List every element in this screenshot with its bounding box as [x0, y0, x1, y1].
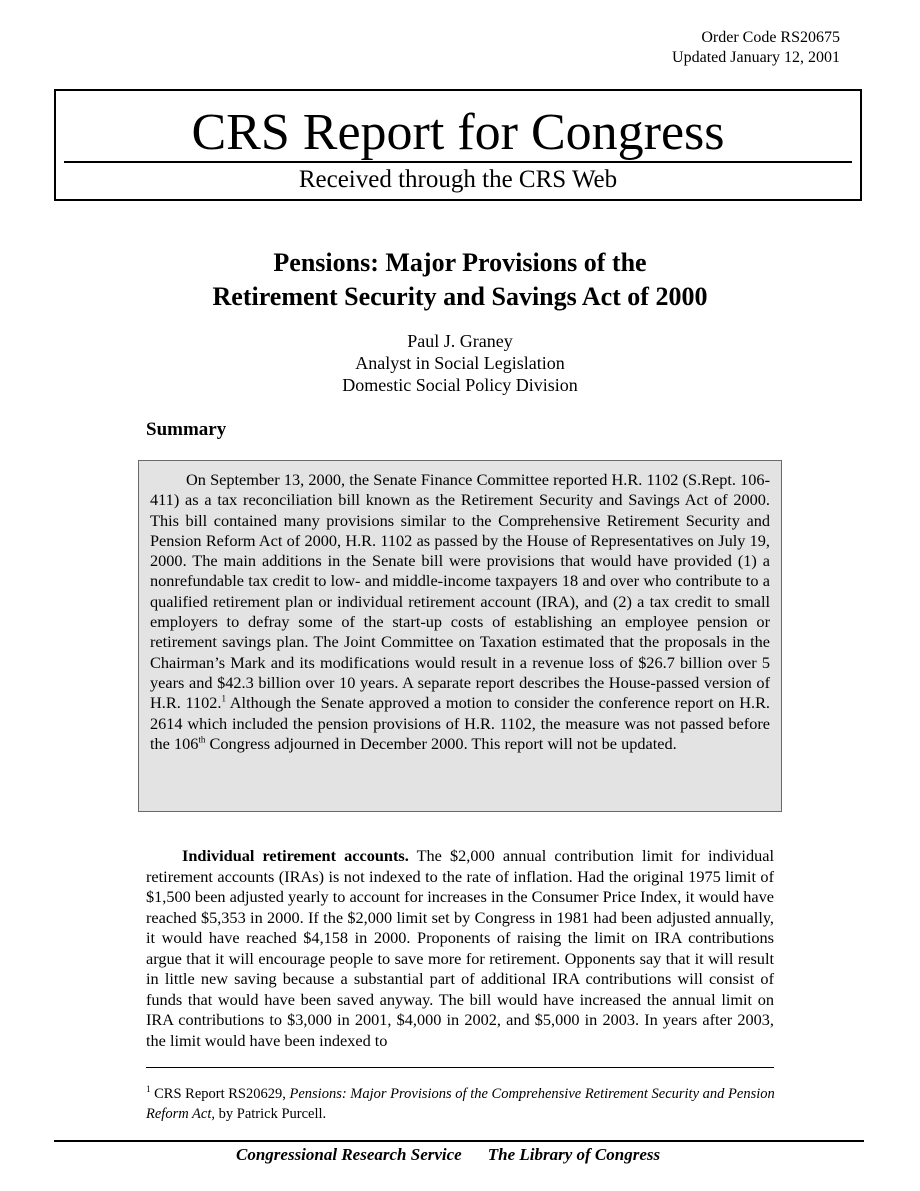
summary-text-part1: On September 13, 2000, the Senate Finance Committee reported H.R. 1102 (S.Rept. 106-411) as a tax reconciliation bill known as the Retirement Security and Savings Act of 2000. This bill contained many provisions similar to the Comprehensive Retirement Security and Pension Reform Act of 2000, H.R. 1102 as passed by the House of Representatives on July 19, 2000. The main additions in the Senate bill were provisions that would have provided (1) a nonrefundable tax credit to low- and middle-income taxpayers 18 and over who contribute to a qualified retirement plan or individual retirement account (IRA), and (2) a tax credit to small employers to defray some of the start-up costs of establishing an employee pension or retirement savings plan. The Joint Committee on Taxation estimated that the proposals in the Chairman’s Mark and its modifications would result in a revenue loss of $26.7 billion over 5 years and $42.3 billion over 10 years. A separate report describes the House-passed version of H.R. 1102. [150, 470, 770, 713]
summary-text-part2: Although the Senate approved a motion to consider the conference report on H.R. 2614 which included the pension provisions of H.R. 1102, the measure was not passed before the 106 [150, 693, 770, 753]
footnote-ref: 1 [221, 693, 226, 704]
banner-title: CRS Report for Congress [191, 104, 725, 161]
author-name: Paul J. Graney [407, 331, 513, 351]
updated-date: Updated January 12, 2001 [672, 49, 840, 66]
footer-left: Congressional Research Service [236, 1145, 462, 1164]
order-meta [672, 28, 840, 68]
body-paragraph [146, 846, 774, 1051]
report-banner [54, 89, 862, 201]
footnote-prefix: CRS Report RS20629, [150, 1086, 290, 1102]
footnote-divider [146, 1067, 774, 1068]
summary-heading: Summary [146, 419, 227, 440]
banner-subtitle: Received through the CRS Web [298, 166, 618, 193]
footnote-suffix: by Patrick Purcell. [215, 1106, 327, 1122]
summary-box [138, 460, 782, 812]
banner-divider [64, 161, 852, 163]
report-title-line2: Retirement Security and Savings Act of 2000 [212, 282, 708, 311]
summary-text [150, 470, 770, 754]
author-division: Domestic Social Policy Division [342, 375, 578, 395]
footnote [146, 1084, 776, 1124]
author-block [0, 330, 920, 396]
summary-text-part3: Congress adjourned in December 2000. This report will not be updated. [205, 733, 677, 753]
report-title-line1: Pensions: Major Provisions of the [273, 248, 647, 277]
author-title: Analyst in Social Legislation [355, 353, 565, 373]
report-title [0, 246, 920, 314]
page-footer [236, 1144, 660, 1166]
footer-divider [54, 1140, 864, 1142]
order-code: Order Code RS20675 [701, 29, 840, 46]
ordinal-suffix: th [198, 734, 206, 745]
footnote-title: Pensions: Major Provisions of the Comprehensive Retirement Security and Pension Reform Act, [146, 1086, 775, 1122]
footnote-number: 1 [146, 1084, 151, 1095]
section-lead: Individual retirement accounts. [182, 846, 409, 865]
footer-right: The Library of Congress [487, 1145, 661, 1164]
body-text: The $2,000 annual contribution limit for individual retirement accounts (IRAs) is not indexed to the rate of inflation. Had the original 1975 limit of $1,500 been adjusted yearly to account for increases in the Consumer Price Index, it would have reached $5,353 in 2000. If the $2,000 limit set by Congress in 1981 had been adjusted annually, it would have reached $4,158 in 2000. Proponents of raising the limit on IRA contributions argue that it will encourage people to save more for retirement. Opponents say that it will result in little new saving because a substantial part of additional IRA contributions will consist of funds that would have been saved anyway. The bill would have increased the annual limit on IRA contributions to $3,000 in 2001, $4,000 in 2002, and $5,000 in 2003. In years after 2003, the limit would have been indexed to [146, 846, 774, 1050]
